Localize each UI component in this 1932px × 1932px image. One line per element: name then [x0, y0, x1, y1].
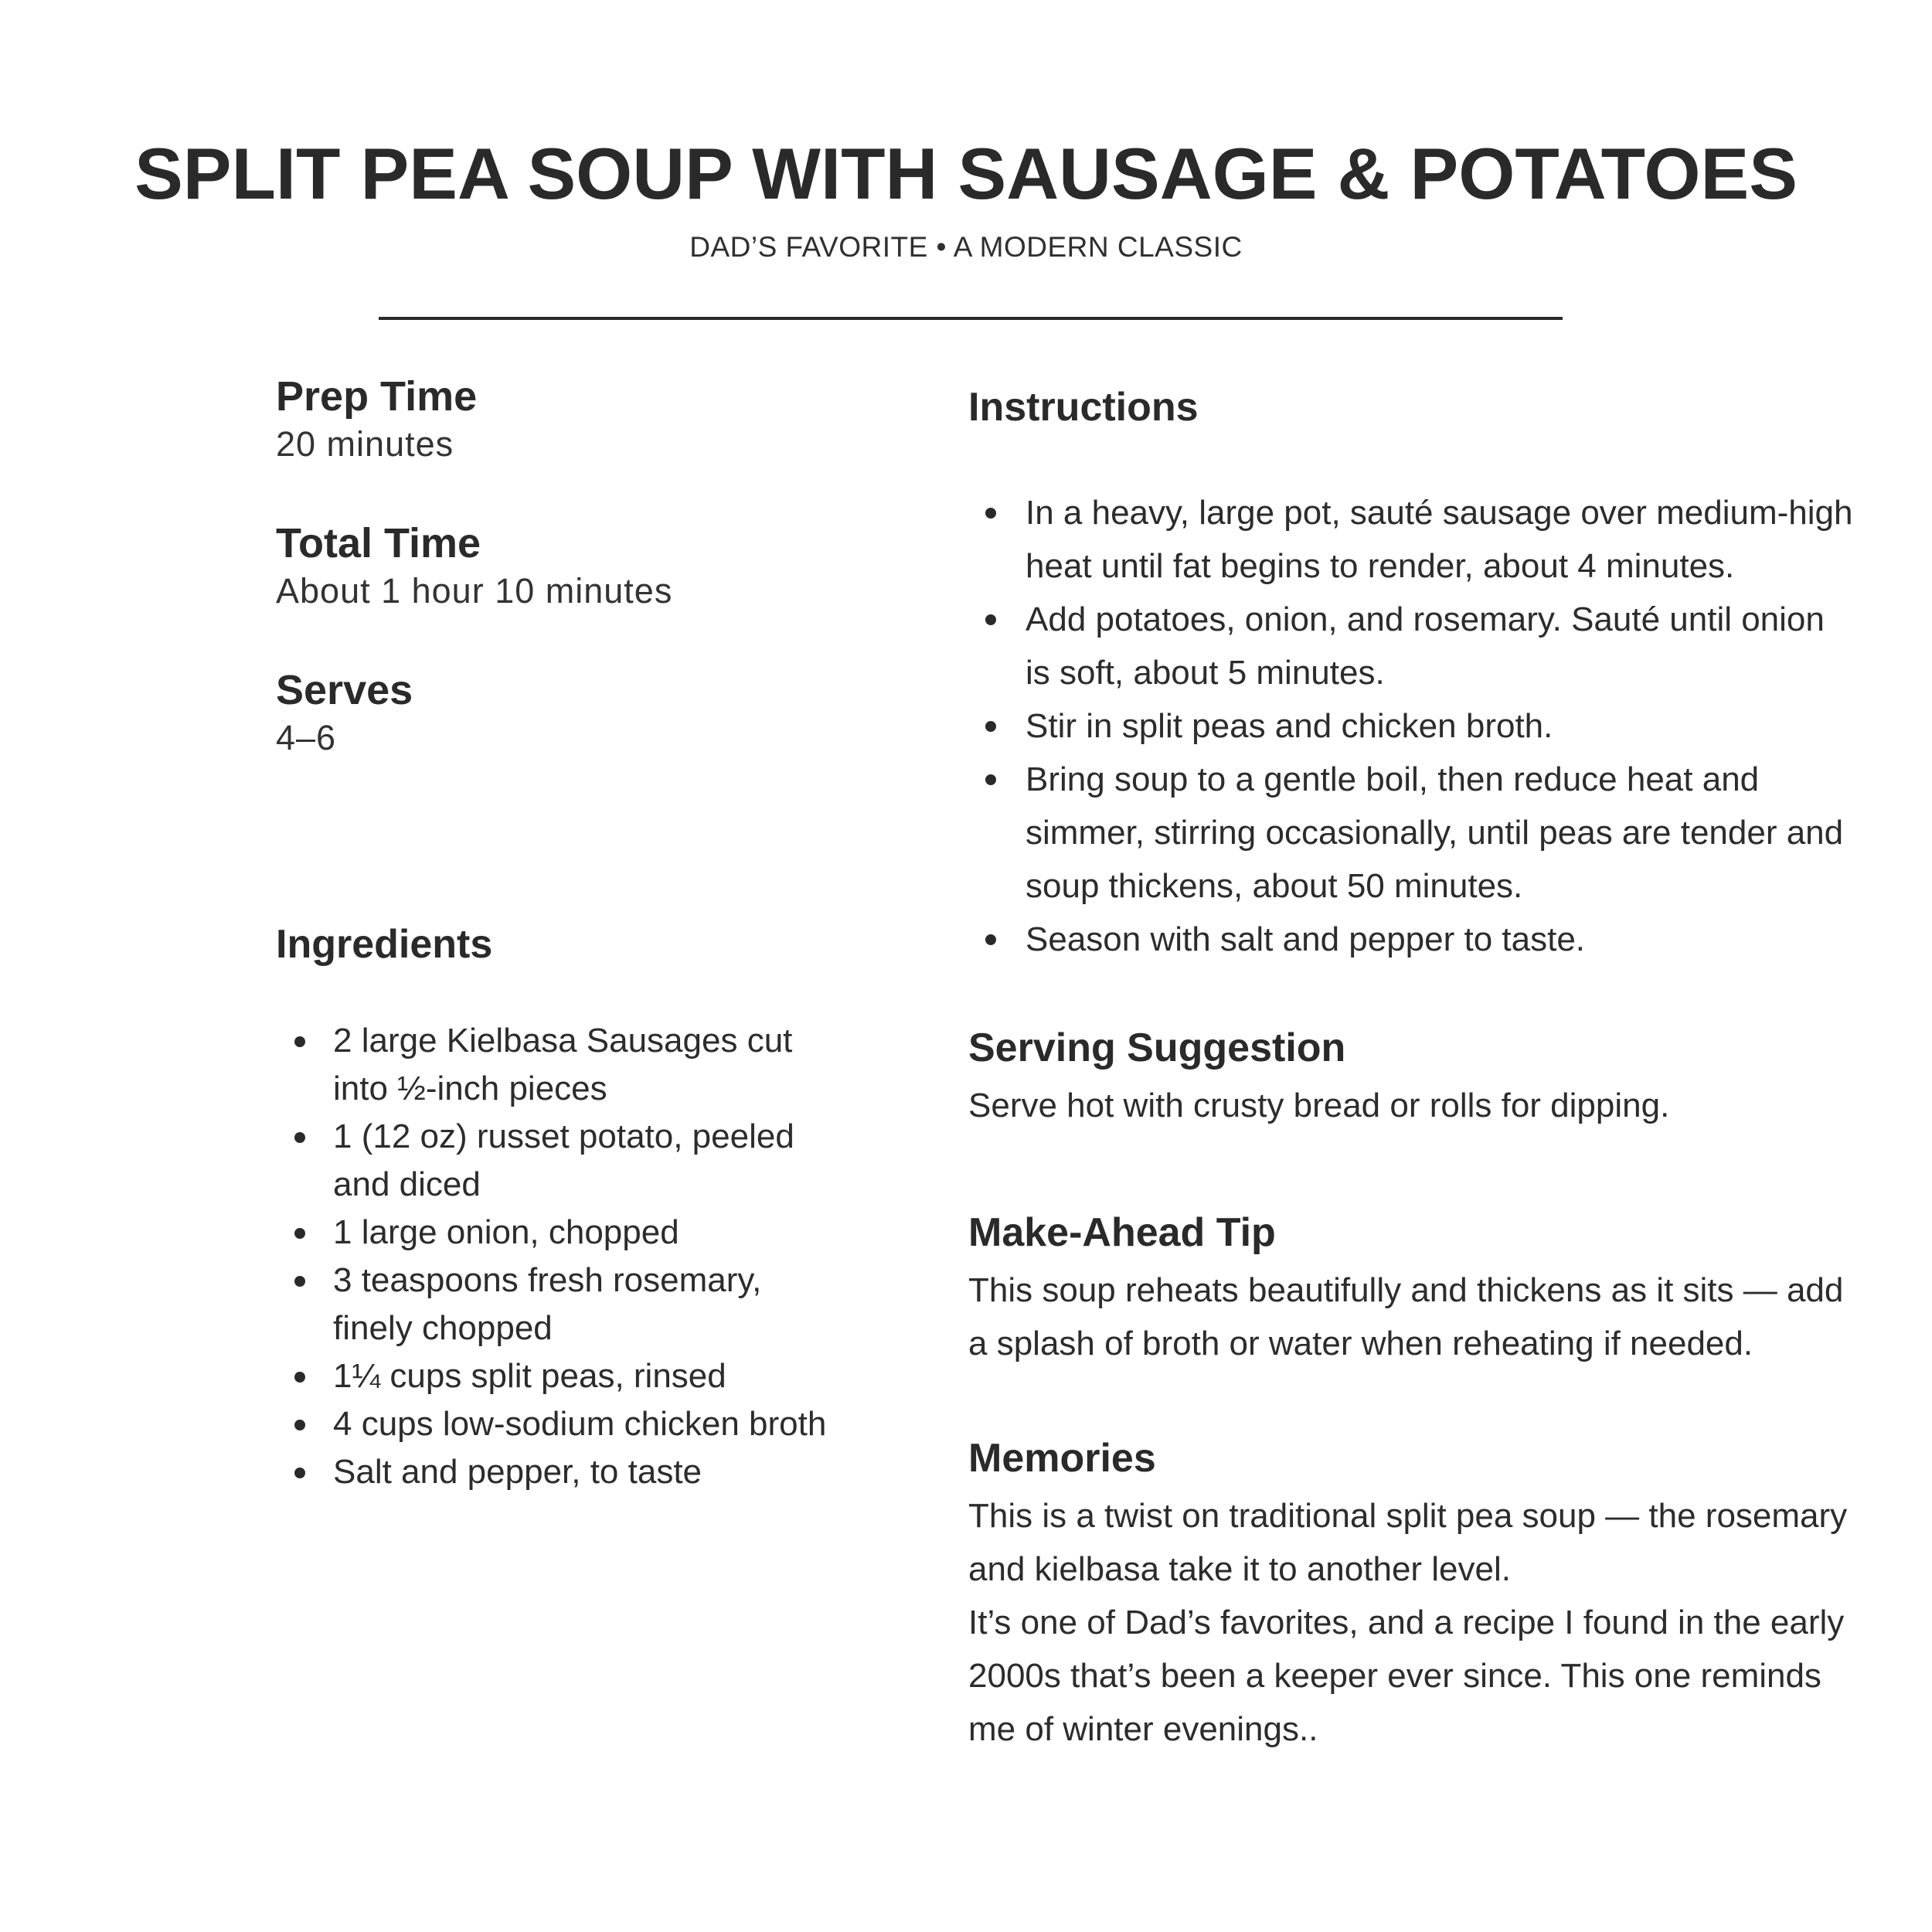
ingredient-item: 4 cups low-sodium chicken broth — [276, 1400, 832, 1448]
ingredient-item: 2 large Kielbasa Sausages cut into ½-inch pieces — [276, 1017, 832, 1113]
prep-time-label: Prep Time — [276, 373, 478, 420]
ingredient-item: Salt and pepper, to taste — [276, 1448, 832, 1496]
instructions-heading: Instructions — [968, 385, 1199, 430]
serving-suggestion-text: Serve hot with crusty bread or rolls for dipping. — [968, 1087, 1670, 1124]
instruction-step: In a heavy, large pot, sauté sausage over medium-high heat until fat begins to render, about 4 minutes. — [968, 486, 1857, 593]
memories-heading: Memories — [968, 1436, 1156, 1481]
memories-paragraph: It’s one of Dad’s favorites, and a recipe I found in the early 2000s that’s been a keeper ever since. This one reminds me of winter evenings.. — [968, 1604, 1845, 1748]
total-time — [276, 518, 817, 614]
prep-time-value: 20 minutes — [276, 424, 454, 464]
total-time-value: About 1 hour 10 minutes — [276, 571, 673, 611]
prep-time — [276, 371, 817, 467]
recipe-subtitle: DAD’S FAVORITE • A MODERN CLASSIC — [689, 231, 1243, 263]
ingredient-item: 1 large onion, chopped — [276, 1209, 832, 1257]
instruction-step: Add potatoes, onion, and rosemary. Sauté until onion is soft, about 5 minutes. — [968, 593, 1857, 699]
make-ahead-heading: Make-Ahead Tip — [968, 1210, 1276, 1255]
serving-suggestion-heading: Serving Suggestion — [968, 1026, 1346, 1070]
instruction-step: Stir in split peas and chicken broth. — [968, 699, 1857, 753]
header-divider — [379, 317, 1563, 320]
instructions-list — [968, 486, 1857, 966]
ingredient-item: 1 (12 oz) russet potato, peeled and diced — [276, 1113, 832, 1209]
serves-value: 4–6 — [276, 718, 337, 757]
memories-paragraph: This is a twist on traditional split pea soup — the rosemary and kielbasa take it to another level. — [968, 1497, 1848, 1588]
total-time-label: Total Time — [276, 520, 481, 566]
instructions-section — [968, 383, 1857, 966]
instruction-step: Season with salt and pepper to taste. — [968, 913, 1857, 966]
serves-label: Serves — [276, 667, 413, 713]
ingredient-item: 3 teaspoons fresh rosemary, finely chopped — [276, 1257, 832, 1352]
ingredients-heading: Ingredients — [276, 922, 493, 967]
ingredients-section — [276, 920, 832, 1496]
ingredient-item: 1¼ cups split peas, rinsed — [276, 1352, 832, 1400]
serves — [276, 665, 817, 760]
instruction-step: Bring soup to a gentle boil, then reduce heat and simmer, stirring occasionally, until peas are tender and soup thickens, about 50 minutes. — [968, 753, 1857, 913]
serving-suggestion-section — [968, 1023, 1857, 1132]
recipe-title: SPLIT PEA SOUP WITH SAUSAGE & POTATOES — [134, 133, 1798, 214]
ingredients-list — [276, 1017, 832, 1496]
memories-section — [968, 1434, 1857, 1756]
make-ahead-text: This soup reheats beautifully and thickens as it sits — add a splash of broth or water when reheating if needed. — [968, 1271, 1844, 1362]
make-ahead-section — [968, 1208, 1857, 1370]
